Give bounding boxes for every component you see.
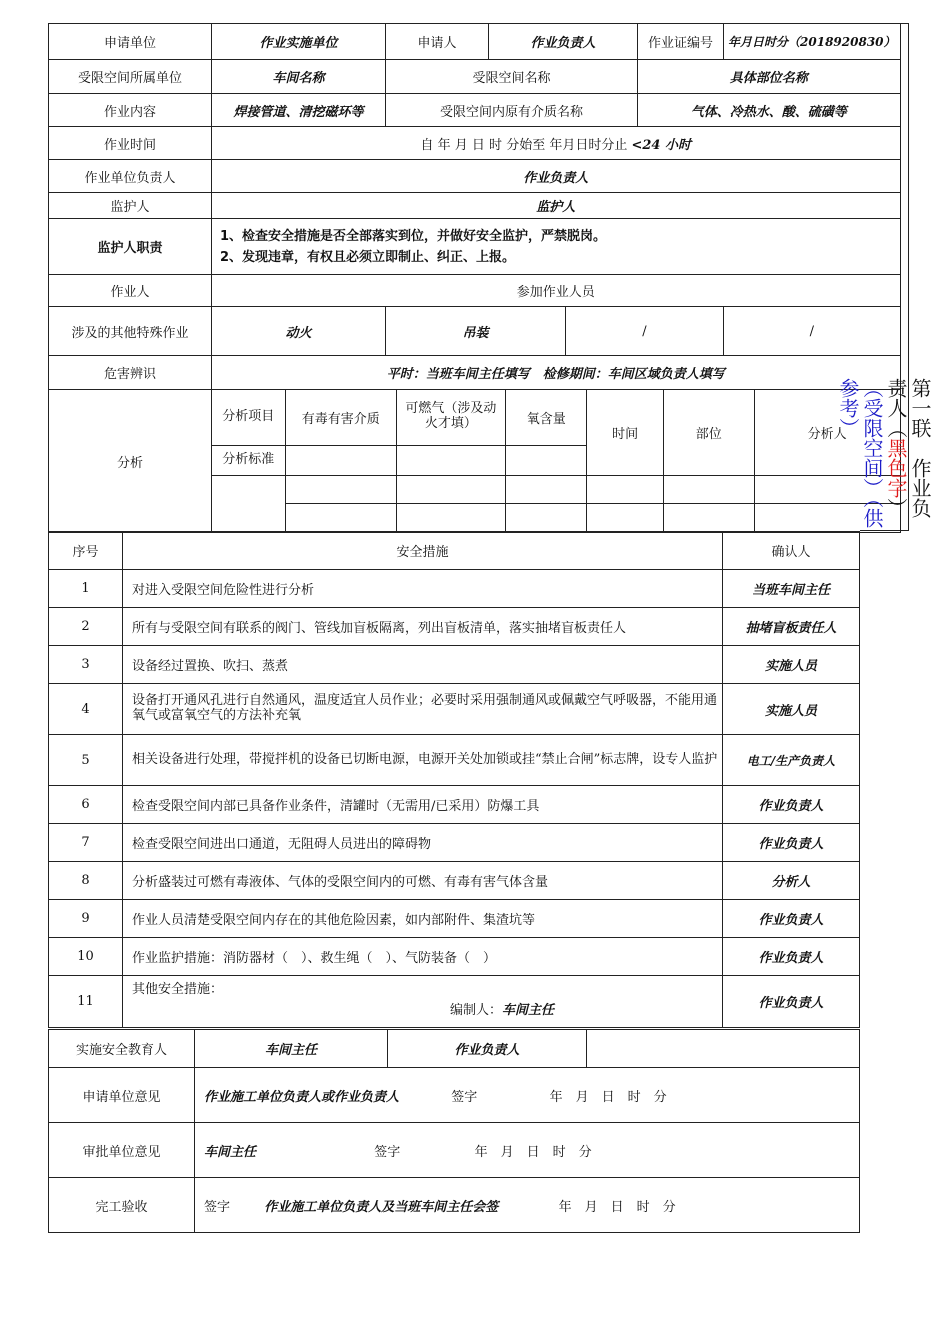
worker-value: 参加作业人员 <box>212 275 901 307</box>
side-note-part-5: （受限空间）（供参考） <box>836 378 884 528</box>
applicant-label: 申请人 <box>386 24 489 60</box>
apply-opinion-date: 年 月 日 时 分 <box>549 1089 667 1105</box>
analysis-cell <box>587 475 663 503</box>
analysis-cell <box>587 503 663 532</box>
permit-form <box>48 23 901 533</box>
measure-confirmer: 作业负责人 <box>723 938 860 976</box>
measure-confirmer: 作业负责人 <box>723 824 860 862</box>
guard-value: 监护人 <box>212 193 901 219</box>
approve-opinion-date: 年 月 日 时 分 <box>474 1144 592 1160</box>
apply-opinion-label: 申请单位意见 <box>49 1068 195 1123</box>
space-row <box>49 60 901 94</box>
measure-other-cell <box>123 976 723 1028</box>
measure-text: 作业人员清楚受限空间内存在的其他危险因素，如内部附件、集渣坑等 <box>123 900 723 938</box>
space-owner-value: 车间名称 <box>212 60 386 94</box>
time-row <box>49 127 901 160</box>
space-name-label: 受限空间名称 <box>386 60 638 94</box>
work-time-value <box>212 127 901 160</box>
special-item: 动火 <box>212 307 386 356</box>
work-content-value: 焊接管道、清挖磁环等 <box>212 94 386 127</box>
apply-unit-value: 作业实施单位 <box>212 24 386 60</box>
measure-row <box>49 900 860 938</box>
side-note-text <box>836 378 932 530</box>
measure-no: 8 <box>49 862 123 900</box>
measure-row <box>49 684 860 735</box>
analysis-col-oxygen: 氧含量 <box>505 390 587 445</box>
analysis-cell <box>663 475 754 503</box>
duty-label: 监护人职责 <box>49 219 212 275</box>
space-name-value: 具体部位名称 <box>638 60 901 94</box>
permit-no-label: 作业证编号 <box>638 24 724 60</box>
measures-table <box>48 531 860 1028</box>
space-owner-label: 受限空间所属单位 <box>49 60 212 94</box>
side-note <box>836 23 932 531</box>
completion-cell <box>195 1178 860 1233</box>
analysis-cell <box>212 475 285 532</box>
education-value-1: 车间主任 <box>195 1030 388 1068</box>
measure-row <box>49 824 860 862</box>
signoff-table <box>48 1029 860 1233</box>
work-time-limit: <24 小时 <box>631 137 691 153</box>
special-label: 涉及的其他特殊作业 <box>49 307 212 356</box>
analysis-grid-cell <box>212 390 901 533</box>
analysis-col-toxic: 有毒有害介质 <box>285 390 396 445</box>
measure-confirmer: 实施人员 <box>723 684 860 735</box>
measure-no: 1 <box>49 570 123 608</box>
completion-row <box>49 1178 860 1233</box>
hazard-value: 平时：当班车间主任填写 检修期间：车间区域负责人填写 <box>212 356 901 390</box>
duty-text <box>212 219 901 275</box>
analysis-cell <box>396 475 505 503</box>
education-row <box>49 1030 860 1068</box>
analysis-cell <box>505 475 587 503</box>
measure-text: 设备经过置换、吹扫、蒸煮 <box>123 646 723 684</box>
education-label: 实施安全教育人 <box>49 1030 195 1068</box>
apply-unit-label: 申请单位 <box>49 24 212 60</box>
measure-no: 10 <box>49 938 123 976</box>
side-note-part-4: ） <box>884 498 908 518</box>
measure-row <box>49 862 860 900</box>
measure-confirmer: 电工/生产负责人 <box>723 735 860 786</box>
analysis-item-label: 分析项目 <box>212 390 285 445</box>
duty-row <box>49 219 901 275</box>
worker-row <box>49 275 901 307</box>
analysis-analyst-header: 分析人 <box>754 390 899 475</box>
approve-opinion-row <box>49 1123 860 1178</box>
measures-confirm-header: 确认人 <box>723 532 860 570</box>
duty-line-2: 2、发现违章，有权且必须立即制止、纠正、上报。 <box>220 249 516 265</box>
measure-text: 检查受限空间进出口通道，无阻碍人员进出的障碍物 <box>123 824 723 862</box>
approve-opinion-sign: 签字 <box>374 1144 401 1160</box>
side-note-part-2: （ <box>884 418 908 438</box>
permit-no-value: 年月日时分（2018920830） <box>724 24 901 60</box>
guard-label: 监护人 <box>49 193 212 219</box>
apply-opinion-sign: 签字 <box>451 1089 478 1105</box>
applicant-value: 作业负责人 <box>489 24 638 60</box>
measure-confirmer: 当班车间主任 <box>723 570 860 608</box>
analysis-cell <box>285 503 396 532</box>
measure-text: 作业监护措施：消防器材（ ）、救生绳（ ）、气防装备（ ） <box>123 938 723 976</box>
measure-confirmer: 实施人员 <box>723 646 860 684</box>
analysis-col-flammable: 可燃气（涉及动火才填） <box>396 390 505 445</box>
measure-editor <box>450 999 718 1018</box>
leader-row <box>49 160 901 193</box>
special-item: / <box>566 307 724 356</box>
work-time-range: 自 年 月 日 时 分始至 年月日时分止 <box>420 137 628 153</box>
measure-text: 所有与受限空间有联系的阀门、管线加盲板隔离，列出盲板清单，落实抽堵盲板责任人 <box>123 608 723 646</box>
analysis-std-label: 分析标准 <box>212 445 285 475</box>
measure-row <box>49 570 860 608</box>
medium-value: 气体、冷热水、酸、硫磺等 <box>638 94 901 127</box>
measure-no: 3 <box>49 646 123 684</box>
work-content-label: 作业内容 <box>49 94 212 127</box>
measure-no: 5 <box>49 735 123 786</box>
completion-date: 年 月 日 时 分 <box>558 1199 676 1215</box>
measure-confirmer: 作业负责人 <box>723 976 860 1028</box>
leader-label: 作业单位负责人 <box>49 160 212 193</box>
measure-row <box>49 646 860 684</box>
measure-confirmer: 抽堵盲板责任人 <box>723 608 860 646</box>
special-row <box>49 307 901 356</box>
analysis-place-header: 部位 <box>663 390 754 475</box>
analysis-grid <box>212 390 900 532</box>
measures-no-header: 序号 <box>49 532 123 570</box>
side-note-part-3: 黑色字 <box>884 438 908 498</box>
approve-opinion-value: 车间主任 <box>204 1144 257 1160</box>
measure-confirmer: 分析人 <box>723 862 860 900</box>
measure-row <box>49 938 860 976</box>
measure-row <box>49 786 860 824</box>
analysis-cell <box>663 503 754 532</box>
special-item: 吊装 <box>386 307 566 356</box>
measure-text: 相关设备进行处理，带搅拌机的设备已切断电源，电源开关处加锁或挂“禁止合闸”标志牌，设专人监护 <box>123 735 723 786</box>
guard-row <box>49 193 901 219</box>
analysis-time-header: 时间 <box>587 390 663 475</box>
apply-opinion-cell <box>195 1068 860 1123</box>
measure-row-other <box>49 976 860 1028</box>
apply-opinion-value: 作业施工单位负责人或作业负责人 <box>204 1089 400 1105</box>
completion-value: 作业施工单位负责人及当班车间主任会签 <box>264 1199 499 1215</box>
work-row <box>49 94 901 127</box>
education-blank <box>587 1030 860 1068</box>
measure-confirmer: 作业负责人 <box>723 786 860 824</box>
work-time-label: 作业时间 <box>49 127 212 160</box>
measures-header <box>49 532 860 570</box>
measure-text: 检查受限空间内部已具备作业条件，清罐时（无需用/已采用）防爆工具 <box>123 786 723 824</box>
analysis-label: 分析 <box>49 390 212 533</box>
measure-other-text: 其他安全措施： <box>132 982 224 997</box>
measure-no: 4 <box>49 684 123 735</box>
measure-text: 设备打开通风孔进行自然通风，温度适宜人员作业；必要时采用强制通风或佩戴空气呼吸器，不能用通氧气或富氧空气的方法补充氧 <box>123 684 723 735</box>
completion-sign: 签字 <box>204 1199 231 1215</box>
measure-no: 2 <box>49 608 123 646</box>
medium-label: 受限空间内原有介质名称 <box>386 94 638 127</box>
apply-opinion-row <box>49 1068 860 1123</box>
analysis-cell <box>285 475 396 503</box>
completion-label: 完工验收 <box>49 1178 195 1233</box>
worker-label: 作业人 <box>49 275 212 307</box>
measure-confirmer: 作业负责人 <box>723 900 860 938</box>
hazard-row <box>49 356 901 390</box>
measure-row <box>49 608 860 646</box>
special-item: / <box>724 307 901 356</box>
duty-line-1: 1、检查安全措施是否全部落实到位，并做好安全监护，严禁脱岗。 <box>220 228 607 244</box>
measure-text: 分析盛装过可燃有毒液体、气体的受限空间内的可燃、有毒有害气体含量 <box>123 862 723 900</box>
measures-title-header: 安全措施 <box>123 532 723 570</box>
measure-text: 对进入受限空间危险性进行分析 <box>123 570 723 608</box>
side-note-part-1: 第一联 作业负责人 <box>884 378 932 518</box>
hazard-label: 危害辨识 <box>49 356 212 390</box>
analysis-cell <box>505 503 587 532</box>
header-row <box>49 24 901 60</box>
analysis-cell <box>396 445 505 475</box>
analysis-row <box>49 390 901 533</box>
analysis-cell <box>396 503 505 532</box>
analysis-cell <box>285 445 396 475</box>
measure-no: 11 <box>49 976 123 1028</box>
editor-value: 车间主任 <box>502 1003 555 1018</box>
measure-no: 9 <box>49 900 123 938</box>
leader-value: 作业负责人 <box>212 160 901 193</box>
education-value-2: 作业负责人 <box>388 1030 587 1068</box>
measure-no: 7 <box>49 824 123 862</box>
measure-no: 6 <box>49 786 123 824</box>
analysis-cell <box>505 445 587 475</box>
measure-row <box>49 735 860 786</box>
editor-label: 编制人： <box>450 1003 503 1018</box>
approve-opinion-label: 审批单位意见 <box>49 1123 195 1178</box>
approve-opinion-cell <box>195 1123 860 1178</box>
